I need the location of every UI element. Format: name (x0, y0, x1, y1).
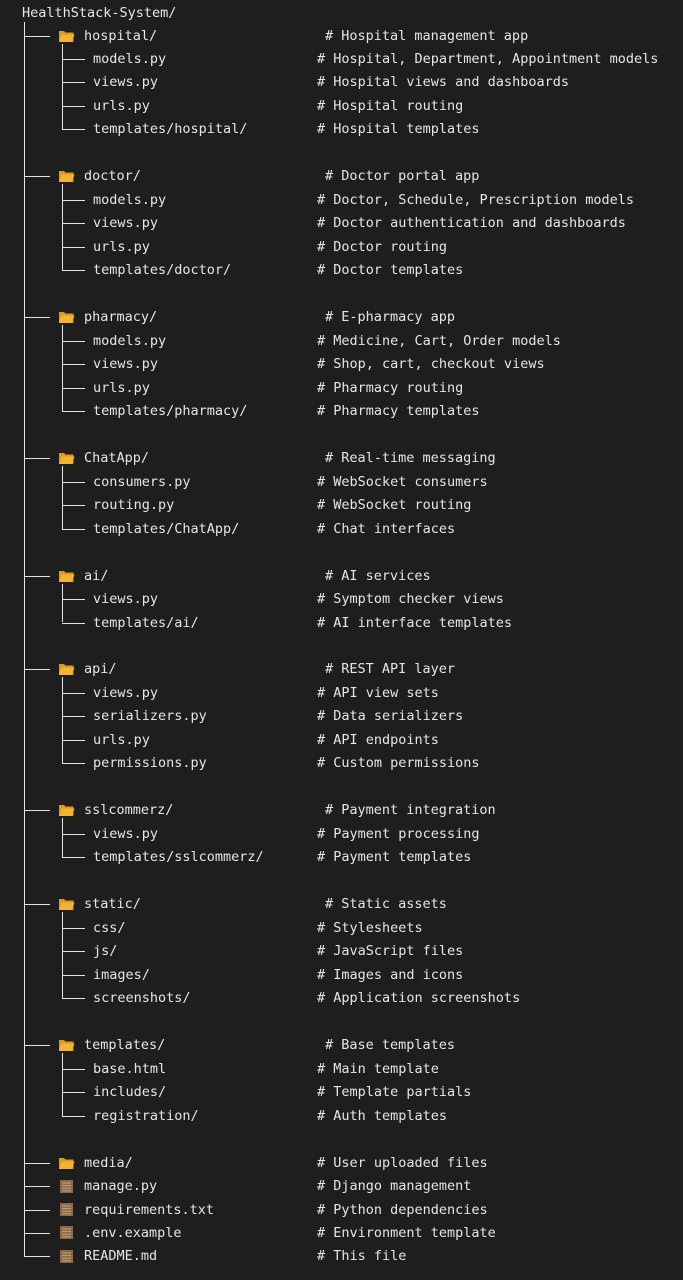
child-comment: # API view sets (317, 684, 439, 701)
tree-branch (62, 951, 85, 952)
folder-name[interactable]: ChatApp/ (84, 450, 150, 467)
folder-icon (58, 451, 75, 465)
child-name[interactable]: templates/ai/ (93, 614, 199, 631)
top-level-name[interactable]: README.md (84, 1248, 158, 1265)
tree-branch (62, 693, 85, 694)
child-name[interactable]: serializers.py (93, 708, 207, 725)
child-name[interactable]: models.py (93, 50, 167, 67)
child-comment: # Custom permissions (317, 755, 480, 772)
folder-name[interactable]: templates/ (84, 1037, 166, 1054)
child-comment: # Hospital routing (317, 97, 464, 114)
tree-branch (62, 599, 85, 600)
folder-comment: # Base templates (325, 1037, 456, 1054)
child-comment: # Images and icons (317, 966, 464, 983)
folder-name[interactable]: hospital/ (84, 27, 158, 44)
child-comment: # Hospital, Department, Appointment models (317, 50, 659, 67)
folder-icon (58, 1038, 75, 1052)
child-name[interactable]: urls.py (93, 379, 150, 396)
folder-icon (58, 897, 75, 911)
child-comment: # Data serializers (317, 708, 464, 725)
tree-branch (62, 857, 85, 858)
child-comment: # AI interface templates (317, 614, 513, 631)
folder-icon (58, 1156, 75, 1170)
tree-branch (62, 748, 63, 763)
file-icon (59, 1249, 74, 1264)
top-level-comment: # User uploaded files (317, 1154, 488, 1171)
root-folder-label: HealthStack-System/ (22, 5, 177, 21)
folder-name[interactable]: sslcommerz/ (84, 802, 174, 819)
tree-branch (62, 247, 85, 248)
child-name[interactable]: views.py (93, 215, 159, 232)
child-comment: # Pharmacy templates (317, 403, 480, 420)
folder-icon (58, 29, 75, 43)
tree-branch (24, 1186, 50, 1187)
top-level-name[interactable]: requirements.txt (84, 1201, 215, 1218)
child-name[interactable]: screenshots/ (93, 990, 191, 1007)
tree-branch (62, 1116, 85, 1117)
tree-branch (62, 607, 63, 622)
child-comment: # Application screenshots (317, 990, 521, 1007)
tree-branch (62, 928, 85, 929)
tree-branch (62, 388, 85, 389)
tree-branch (62, 129, 85, 130)
folder-icon (58, 169, 75, 183)
child-name[interactable]: permissions.py (93, 755, 207, 772)
tree-branch (62, 364, 85, 365)
child-comment: # Doctor templates (317, 262, 464, 279)
child-name[interactable]: templates/sslcommerz/ (93, 849, 264, 866)
child-name[interactable]: views.py (93, 591, 159, 608)
tree-branch (62, 82, 85, 83)
tree-branch (62, 396, 63, 411)
tree-branch (24, 1045, 50, 1046)
tree-branch (62, 1092, 85, 1093)
child-name[interactable]: css/ (93, 919, 126, 936)
tree-branch (62, 223, 85, 224)
child-name[interactable]: templates/ChatApp/ (93, 520, 240, 537)
folder-comment: # REST API layer (325, 661, 456, 678)
child-name[interactable]: templates/hospital/ (93, 121, 248, 138)
child-comment: # Doctor authentication and dashboards (317, 215, 626, 232)
file-icon (59, 1202, 74, 1217)
tree-branch (62, 505, 85, 506)
child-comment: # Payment processing (317, 825, 480, 842)
child-comment: # Chat interfaces (317, 520, 456, 537)
tree-branch (62, 1069, 85, 1070)
tree-branch (62, 623, 85, 624)
folder-icon (58, 569, 75, 583)
top-level-name[interactable]: manage.py (84, 1178, 158, 1195)
tree-branch (24, 176, 50, 177)
child-comment: # WebSocket routing (317, 497, 472, 514)
child-comment: # Medicine, Cart, Order models (317, 332, 561, 349)
tree-branch (62, 341, 85, 342)
file-icon (59, 1225, 74, 1240)
file-icon (59, 1179, 74, 1194)
child-name[interactable]: registration/ (93, 1107, 199, 1124)
tree-branch (62, 114, 63, 129)
top-level-comment: # This file (317, 1248, 407, 1265)
child-comment: # Hospital templates (317, 121, 480, 138)
top-level-name[interactable]: .env.example (84, 1224, 182, 1241)
tree-branch (24, 669, 50, 670)
tree-branch (62, 255, 63, 270)
folder-comment: # Static assets (325, 896, 447, 913)
tree-branch (62, 975, 85, 976)
child-comment: # Shop, cart, checkout views (317, 356, 545, 373)
child-comment: # API endpoints (317, 731, 439, 748)
tree-branch (62, 834, 85, 835)
tree-branch (62, 529, 85, 530)
child-name[interactable]: templates/pharmacy/ (93, 403, 248, 420)
tree-branch (62, 983, 63, 998)
folder-comment: # Doctor portal app (325, 168, 480, 185)
child-name[interactable]: urls.py (93, 238, 150, 255)
child-name[interactable]: routing.py (93, 497, 175, 514)
child-name[interactable]: urls.py (93, 731, 150, 748)
child-comment: # Stylesheets (317, 919, 423, 936)
top-level-comment: # Python dependencies (317, 1201, 488, 1218)
tree-branch (62, 59, 85, 60)
tree-branch (62, 740, 85, 741)
tree-branch (62, 716, 85, 717)
tree-branch (62, 482, 85, 483)
child-name[interactable]: views.py (93, 684, 159, 701)
top-level-comment: # Environment template (317, 1224, 496, 1241)
folder-name[interactable]: ai/ (84, 567, 109, 584)
child-comment: # Hospital views and dashboards (317, 74, 569, 91)
tree-branch (62, 842, 63, 857)
child-comment: # Doctor routing (317, 238, 448, 255)
child-comment: # JavaScript files (317, 943, 464, 960)
child-comment: # Auth templates (317, 1107, 448, 1124)
tree-branch (62, 106, 85, 107)
folder-comment: # Payment integration (325, 802, 496, 819)
child-comment: # Main template (317, 1060, 439, 1077)
folder-icon (58, 310, 75, 324)
tree-branch (24, 458, 50, 459)
child-name[interactable]: base.html (93, 1060, 167, 1077)
tree-branch (62, 411, 85, 412)
tree-branch (24, 1233, 50, 1234)
child-comment: # WebSocket consumers (317, 473, 488, 490)
folder-name[interactable]: static/ (84, 896, 141, 913)
child-comment: # Doctor, Schedule, Prescription models (317, 191, 634, 208)
tree-branch (24, 1210, 50, 1211)
child-name[interactable]: templates/doctor/ (93, 262, 232, 279)
child-name[interactable]: urls.py (93, 97, 150, 114)
tree-branch (24, 36, 50, 37)
tree-branch (62, 200, 85, 201)
child-name[interactable]: models.py (93, 332, 167, 349)
tree-branch (24, 1256, 50, 1257)
tree-branch (62, 1100, 63, 1115)
child-name[interactable]: views.py (93, 825, 159, 842)
folder-name[interactable]: pharmacy/ (84, 309, 158, 326)
tree-branch (62, 998, 85, 999)
top-level-name[interactable]: media/ (84, 1154, 133, 1171)
tree-branch (24, 904, 50, 905)
child-name[interactable]: views.py (93, 356, 159, 373)
child-name[interactable]: consumers.py (93, 473, 191, 490)
folder-comment: # Real-time messaging (325, 450, 496, 467)
tree-branch (24, 317, 50, 318)
tree-branch (24, 1163, 50, 1164)
folder-name[interactable]: api/ (84, 661, 117, 678)
folder-comment: # AI services (325, 567, 431, 584)
tree-branch (62, 270, 85, 271)
tree-branch (62, 763, 85, 764)
tree-branch (24, 22, 25, 1256)
child-comment: # Symptom checker views (317, 591, 504, 608)
folder-name[interactable]: doctor/ (84, 168, 141, 185)
folder-comment: # Hospital management app (325, 27, 529, 44)
child-comment: # Payment templates (317, 849, 472, 866)
top-level-comment: # Django management (317, 1178, 472, 1195)
child-name[interactable]: images/ (93, 966, 150, 983)
child-name[interactable]: includes/ (93, 1084, 167, 1101)
tree-branch (24, 576, 50, 577)
folder-icon (58, 662, 75, 676)
child-name[interactable]: js/ (93, 943, 118, 960)
child-comment: # Template partials (317, 1084, 472, 1101)
child-name[interactable]: models.py (93, 191, 167, 208)
child-comment: # Pharmacy routing (317, 379, 464, 396)
folder-icon (58, 803, 75, 817)
child-name[interactable]: views.py (93, 74, 159, 91)
folder-comment: # E-pharmacy app (325, 309, 456, 326)
tree-branch (62, 513, 63, 528)
tree-branch (24, 810, 50, 811)
